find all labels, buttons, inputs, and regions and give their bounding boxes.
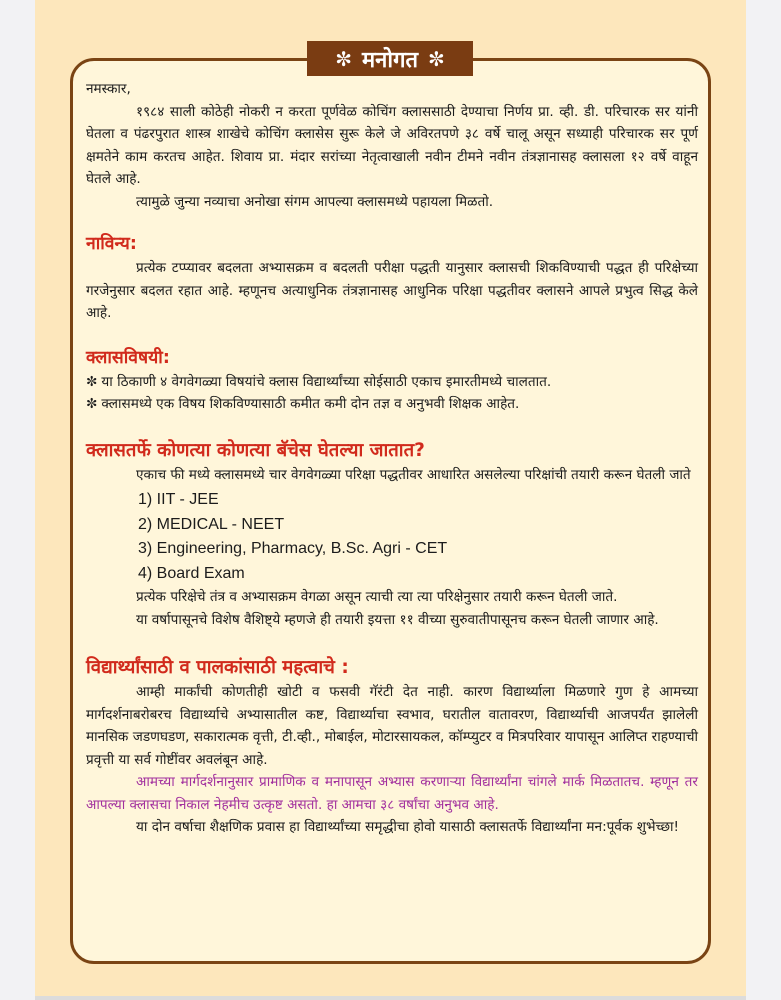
navinya-paragraph: प्रत्येक टप्प्यावर बदलता अभ्यासक्रम व बदलती परीक्षा पद्धती यानुसार क्लासची शिकविण्याची पद्धत ही परिक्षेच्या गरजेनुसार बदलत रहात आहे. म्हणूनच अत्याधुनिक तंत्रज्ञानासह आधुनिक परिक्षा पद्धतीवर क्लासने आपले प्रभुत्व सिद्ध केले आहे. [86,260,698,321]
batch-list [86,488,698,586]
section-heading-navinya: नाविन्य: [86,234,137,254]
asterisk-bullet-icon: ✼ [86,396,98,412]
batch-item: 4) Board Exam [138,564,245,582]
title-banner [307,41,473,76]
bullet-item [86,393,698,416]
important-paragraph: आम्ही मार्कांची कोणतीही खोटी व फसवी गॅरंटी देत नाही. कारण विद्यार्थ्याला मिळणारे गुण हे आमच्या मार्गदर्शनाबरोबरच विद्यार्थ्याचे अभ्यासातील कष्ट, विद्यार्थ्याचा स्वभाव, घरातील वातावरण, विद्यार्थ्याची आजपर्यंत झालेली मानसिक जडणघडण, सकारात्मक वृत्ती, टी.व्ही., मोबाईल, मोटारसायकल, कॉम्प्युटर व मित्रपरिवार यापासून आलिप्त राहण्याची प्रवृत्ती या सर्व गोष्टींवर अवलंबून आहे. [86,684,698,768]
section-heading-batches: क्लासतर्फे कोणत्या कोणत्या बॅचेस घेतल्या जातात? [86,439,425,461]
section-heading-class-info: क्लासविषयी: [86,347,170,368]
batch-item: 1) IIT - JEE [138,491,219,508]
intro-paragraph: १९८४ साली कोठेही नोकरी न करता पूर्णवेळ कोचिंग क्लाससाठी देण्याचा निर्णय प्रा. व्ही. डी. परिचारक सर यांनी घेतला व पंढरपुरात शास्त्र शाखेचे कोचिंग क्लासेस सुरू केले जे अविरतपणे ३८ वर्षे चालू असून सध्याही परिचारक सर पूर्ण क्षमतेने काम करतच आहेत. शिवाय प्रा. मंदार सरांच्या नेतृत्वाखाली नवीन टीमने नवीन तंत्रज्ञानासह क्लासला १२ वर्षे वाहून घेतले आहे. [86,103,698,187]
batch-item: 3) Engineering, Pharmacy, B.Sc. Agri - CET [138,540,448,557]
bullet-text: या ठिकाणी ४ वेगवेगळ्या विषयांचे क्लास विद्यार्थ्यांच्या सोईसाठी एकाच इमारतीमध्ये चालतात. [101,373,552,390]
closing-wishes: या दोन वर्षाचा शैक्षणिक प्रवास हा विद्यार्थ्यांच्या समृद्धीचा होवो यासाठी क्लासतर्फे विद्यार्थ्यांना मन:पूर्वक शुभेच्छा! [136,819,680,835]
document-body [86,78,698,839]
page-bottom-edge [35,996,746,1000]
batches-paragraph: प्रत्येक परिक्षेचे तंत्र व अभ्यासक्रम वेगळा असून त्याची त्या त्या परिक्षेनुसार तयारी करून घेतली जाते. [136,589,618,605]
star-icon: ✼ [428,46,445,71]
intro-paragraph: त्यामुळे जुन्या नव्याचा अनोखा संगम आपल्या क्लासमध्ये पहायला मिळतो. [136,193,494,210]
page-title: मनोगत [362,47,418,73]
batches-paragraph: या वर्षापासूनचे विशेष वैशिष्ट्ये म्हणजे ही तयारी इयत्ता ११ वीच्या सुरुवातीपासूनच करून घेतली जाणार आहे. [136,611,659,628]
batch-item: 2) MEDICAL - NEET [138,515,285,533]
section-heading-important: विद्यार्थ्यांसाठी व पालकांसाठी महत्वाचे : [86,657,349,678]
star-icon: ✼ [335,46,352,71]
highlight-paragraph: आमच्या मार्गदर्शनानुसार प्रामाणिक व मनापासून अभ्यास करणाऱ्या विद्यार्थ्यांना चांगले मार्क मिळतातच. म्हणून तर आपल्या क्लासचा निकाल नेहमीच उत्कृष्ट असतो. हा आमचा ३८ वर्षांचा अनुभव आहे. [86,774,698,813]
bullet-text: क्लासमध्ये एक विषय शिकविण्यासाठी कमीत कमी दोन तज्ञ व अनुभवी शिक्षक आहेत. [101,396,520,412]
asterisk-bullet-icon: ✼ [86,373,98,390]
greeting: नमस्कार, [86,81,131,97]
batches-intro: एकाच फी मध्ये क्लासमध्ये चार वेगवेगळ्या परिक्षा पद्धतीवर आधारित असलेल्या परिक्षांची तयारी करून घेतली जाते [136,466,691,483]
bullet-item [86,371,698,394]
